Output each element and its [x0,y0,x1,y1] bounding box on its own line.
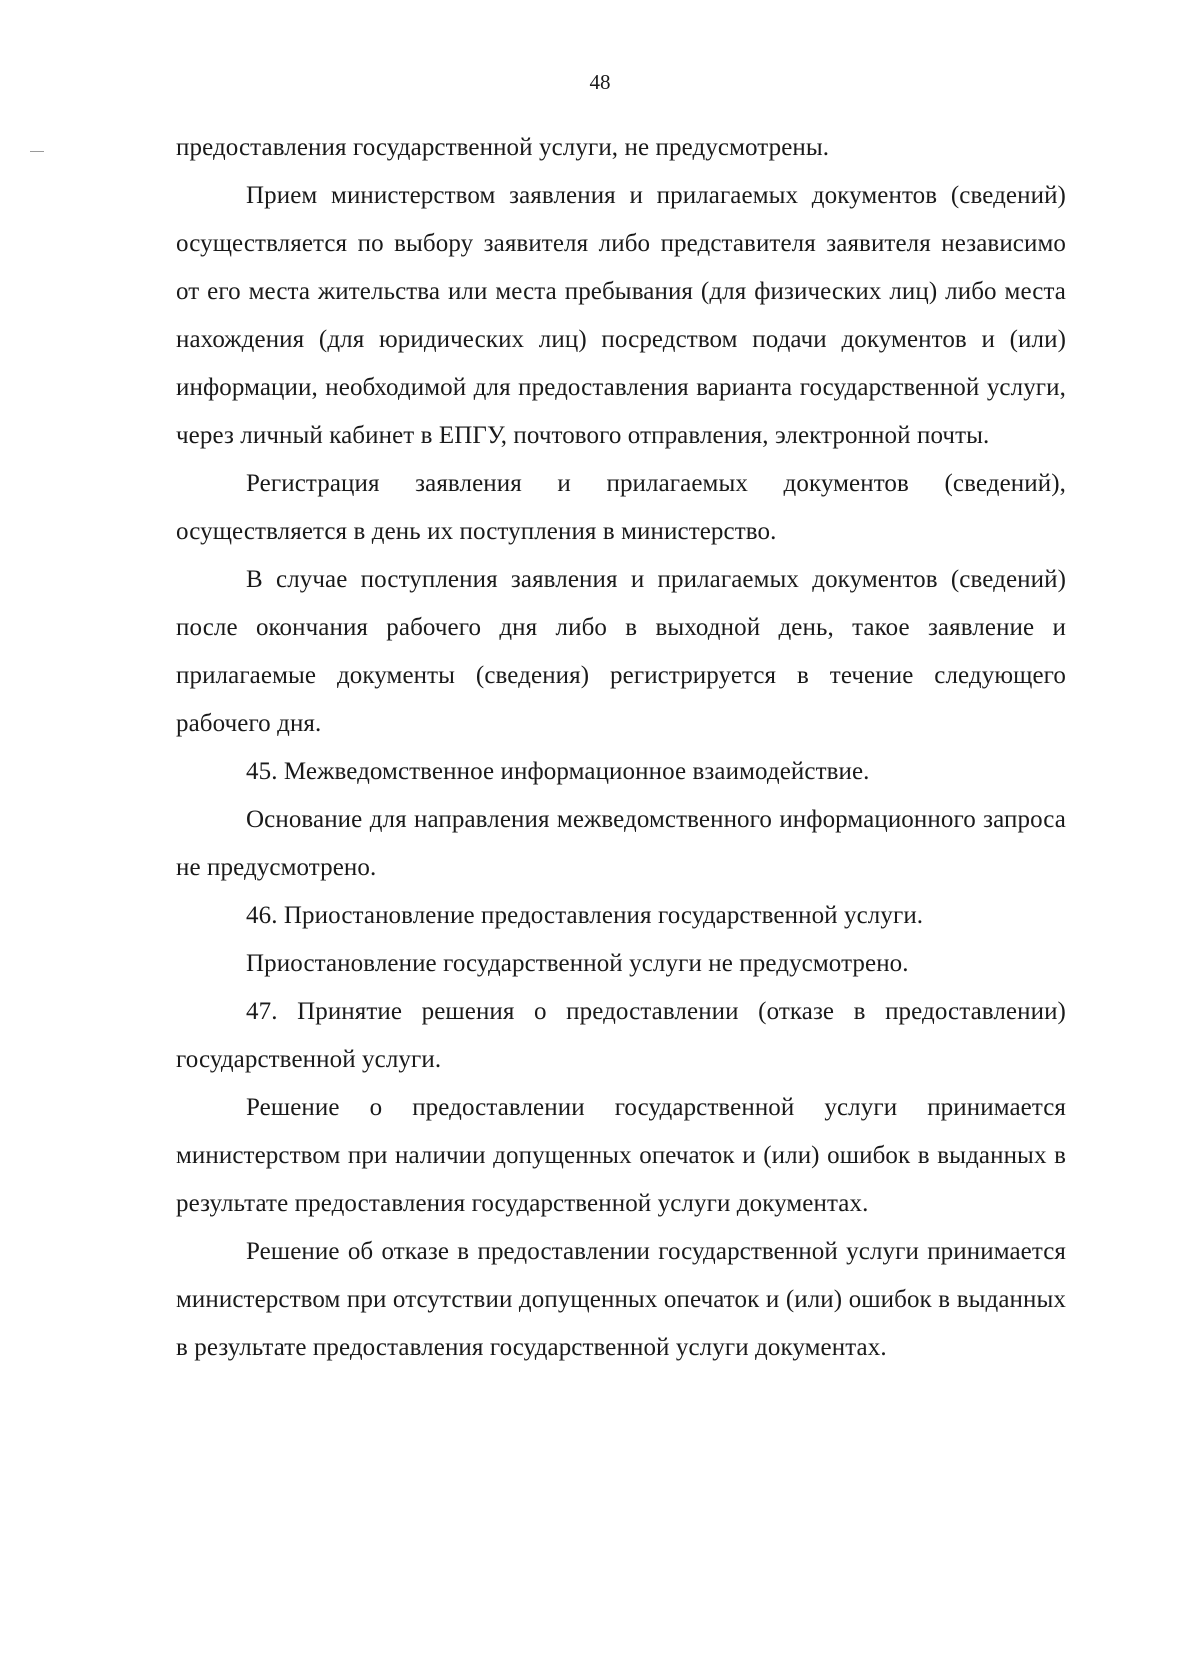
paragraph-interagency-request: Основание для направления межведомственного информационного запроса не предусмотрено. [176,806,1066,881]
paragraph-decision-refusal: Решение об отказе в предоставлении государственной услуги принимается министерством при отсутствии допущенных опечаток и (или) ошибок в выданных в результате предоставления государственной услуги документах. [176,1238,1066,1361]
section-heading-45: 45. Межведомственное информационное взаимодействие. [246,758,870,785]
paragraph-after-hours-receipt: В случае поступления заявления и прилагаемых документов (сведений) после окончания рабочего дня либо в выходной день, такое заявление и прилагаемые документы (сведения) регистрируется в течение следующего рабочего дня. [176,566,1066,737]
paragraph-continuation: предоставления государственной услуги, не предусмотрены. [176,134,830,161]
paragraph-reception-of-application: Прием министерством заявления и прилагаемых документов (сведений) осуществляется по выбору заявителя либо представителя заявителя независимо от его места жительства или места пребывания (для физических лиц) либо места нахождения (для юридических лиц) посредством подачи документов и (или) информации, необходимой для предоставления варианта государственной услуги, через личный кабинет в ЕПГУ, почтового отправления, электронной почты. [176,182,1066,449]
paragraph-suspension: Приостановление государственной услуги не предусмотрено. [246,950,909,977]
paragraph-decision-grant: Решение о предоставлении государственной услуги принимается министерством при наличии допущенных опечаток и (или) ошибок в выданных в результате предоставления государственной услуги документах. [176,1094,1066,1217]
page-number: 48 [589,70,611,94]
document-body [176,124,1066,1372]
scan-artifact [30,151,44,152]
section-heading-47: 47. Принятие решения о предоставлении (отказе в предоставлении) государственной услуги. [176,998,1066,1073]
paragraph-registration: Регистрация заявления и прилагаемых документов (сведений), осуществляется в день их поступления в министерство. [176,470,1066,545]
section-heading-46: 46. Приостановление предоставления государственной услуги. [246,902,924,929]
